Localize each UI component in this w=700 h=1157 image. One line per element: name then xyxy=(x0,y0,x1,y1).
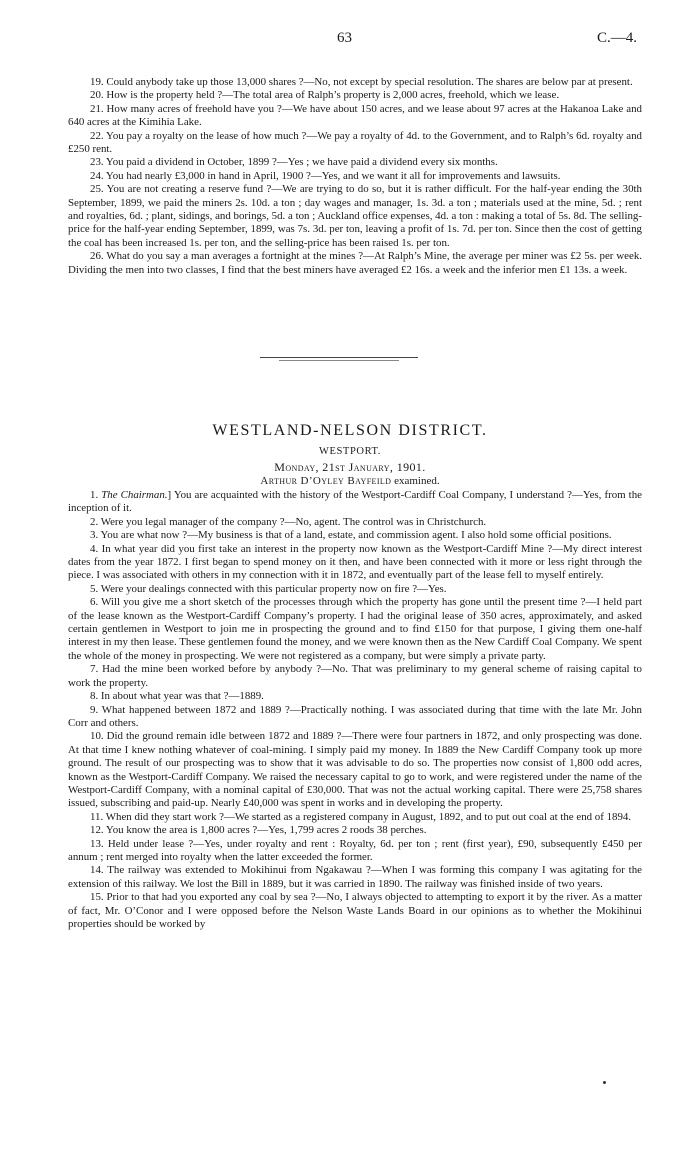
question-number: 1. xyxy=(90,489,102,501)
question-paragraph: 25. You are not creating a reserve fund ?—We are trying to do so, but it is rather difficult. For the half-year ending the 30th September, 1899, we paid the miners 2s. 10d. a ton ; day wages and manager, 1s. 3d. a ton ; materials used at the mine, 5d. ; rent and royalties, 6d. ; plant, sidings, and borings, 5d. a ton ; Auckland office expenses, 4d. a ton : making a total of 5s. 8d. The selling-price for the half-year ending September, 1899, was 7s. 3d. per ton, leaving a profit of 1s. 7d. per ton. Since then the cost of getting the coal has been increased 1s. per ton, and the selling-price has been raised 1s. per ton. xyxy=(68,183,642,249)
question-paragraph: 23. You paid a dividend in October, 1899 ?—Yes ; we have paid a dividend every six months. xyxy=(90,156,498,169)
question-paragraph: 6. Will you give me a short sketch of the processes through which the property has gone until the present time ?—I held part of the lease known as the Westport-Cardiff Company’s property. I had the original lease of 350 acres, approximately, and asked certain gentlemen in Westport to join me in prospecting the ground and to find £150 for that purpose, I giving them one-half interest in my then lease. These gentlemen found the money, and we were known then as the New Cardiff Coal Company. We spent the whole of the money in prospecting. We were not registered as a company, but were simply a private party. xyxy=(68,596,642,662)
question-paragraph: 12. You know the area is 1,800 acres ?—Yes, 1,799 acres 2 roods 38 perches. xyxy=(90,824,427,837)
question-paragraph xyxy=(68,489,642,516)
witness-line xyxy=(0,475,700,487)
date-weekday: Monday, xyxy=(274,460,319,474)
question-paragraph: 3. You are what now ?—My business is that of a land, estate, and commission agent. I also hold some official positions. xyxy=(90,529,612,542)
testimony-section-ralphs xyxy=(68,76,642,277)
district-heading: WESTLAND-NELSON DISTRICT. xyxy=(212,422,488,439)
section-divider xyxy=(260,357,418,361)
question-paragraph: 10. Did the ground remain idle between 1872 and 1889 ?—There were four partners in 1872, and only prospecting was done. At that time I knew nothing whatever of coal-mining. I simply paid my money. In 1889 the New Cardiff Company took up more ground. The result of our prospecting was to show that it was advisable to do so. The properties now consist of 1,800 odd acres, known as the Westport-Cardiff Company. We raised the necessary capital to go to work, and were registered under the name of the Westport-Cardiff Company, with a nominal capital of £30,000. That was not the actual working capital. There were 25,758 shares issued, subscribing and paid-up. Nearly £40,000 was spent in works and in developing the property. xyxy=(68,730,642,810)
testimony-section-westport xyxy=(68,489,642,931)
question-paragraph: 14. The railway was extended to Mokihinui from Ngakawau ?—When I was forming this company I was agitating for the extension of this railway. We lost the Bill in 1889, but it was carried in 1890. The railway was finished inside of two years. xyxy=(68,864,642,890)
witness-suffix: examined. xyxy=(391,475,440,487)
question-paragraph: 4. In what year did you first take an interest in the property now known as the Westport-Cardiff Mine ?—My direct interest dates from the year 1872. I first began to spend money on it then, and have been connected with it more or less right through the piece. I was associated with others in my connection with it in 1872, and eventually part of the lease fell to myself entirely. xyxy=(68,542,642,582)
question-paragraph: 9. What happened between 1872 and 1889 ?—Practically nothing. I was associated during that time with the late Mr. John Corr and others. xyxy=(68,703,642,729)
question-paragraph: 26. What do you say a man averages a fortnight at the mines ?—At Ralph’s Mine, the average per miner was £2 5s. per week. Dividing the men into two classes, I find that the best miners have averaged £2 16s. a week and the inferior men £1 13s. a week. xyxy=(68,250,642,276)
question-paragraph: 24. You had nearly £3,000 in hand in April, 1900 ?—Yes, and we want it all for improvements and lawsuits. xyxy=(90,169,561,182)
question-paragraph: 8. In about what year was that ?—1889. xyxy=(90,690,264,703)
question-paragraph: 11. When did they start work ?—We started as a registered company in August, 1892, and to put out coal at the end of 1894. xyxy=(90,810,632,823)
question-paragraph: 21. How many acres of freehold have you ?—We have about 150 acres, and we lease about 97 acres at the Hakanoa Lake and 640 acres at the Kimihia Lake. xyxy=(68,102,642,129)
question-paragraph: 22. You pay a royalty on the lease of how much ?—We pay a royalty of 4d. to the Government, and to Ralph’s 6d. royalty and £250 rent. xyxy=(68,129,642,156)
witness-name: Arthur D’Oyley Bayfeild xyxy=(260,475,392,487)
page-header xyxy=(0,30,700,50)
question-paragraph: 15. Prior to that had you exported any coal by sea ?—No, I always objected to attempting to export it by the river. As a matter of fact, Mr. O’Conor and I were opposed before the Nelson Waste Lands Board in our opinions as to whether the Mokihinui properties should be worked by xyxy=(68,891,642,930)
question-paragraph: 20. How is the property held ?—The total area of Ralph’s property is 2,000 acres, freehold, which we lease. xyxy=(90,89,560,102)
question-paragraph: 2. Were you legal manager of the company ?—No, agent. The control was in Christchurch. xyxy=(90,515,487,528)
town-heading: WESTPORT. xyxy=(318,446,382,457)
speaker-name: The Chairman. xyxy=(101,489,168,501)
hearing-date xyxy=(0,460,700,475)
question-paragraph: 5. Were your dealings connected with this particular property now on fire ?—Yes. xyxy=(90,582,447,595)
question-text: ] You are acquainted with the history of the Westport-Cardiff Coal Company, I understand ?—Yes, from the inception of it. xyxy=(68,489,642,515)
question-paragraph: 19. Could anybody take up those 13,000 shares ?—No, not except by special resolution. The shares are below par at present. xyxy=(90,76,633,88)
document-reference: C.—4. xyxy=(596,30,637,46)
ink-dot xyxy=(603,1081,606,1084)
question-paragraph: 13. Held under lease ?—Yes, under royalty and rent : Royalty, 6d. per ton ; rent (first year), £90, subsequently £450 per annum ; rent merged into royalty when the latter exceeded the former. xyxy=(68,837,642,863)
page-number: 63 xyxy=(337,30,352,46)
date-rest: 21st January, 1901. xyxy=(318,460,426,474)
question-paragraph: 7. Had the mine been worked before by anybody ?—No. That was preliminary to my general scheme of raising capital to work the property. xyxy=(68,663,642,689)
